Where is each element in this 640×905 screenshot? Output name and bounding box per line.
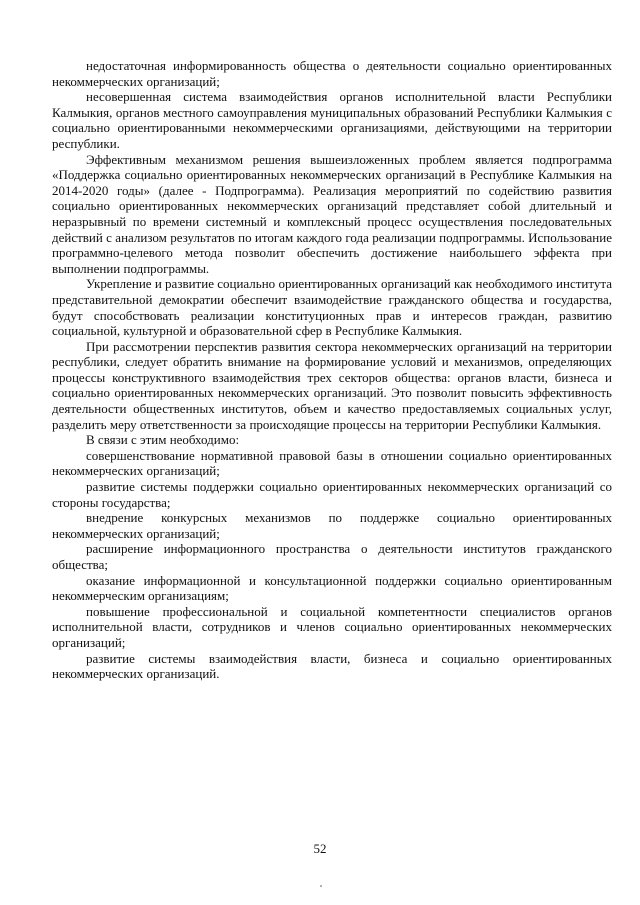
- list-item-7: развитие системы взаимодействия власти, бизнеса и социально ориентированных некоммерческих организаций.: [52, 650, 612, 682]
- list-item-4: расширение информационного пространства о деятельности институтов гражданского общества;: [52, 541, 612, 572]
- list-item-1: совершенствование нормативной правовой базы в отношении социально ориентированных некоммерческих организаций;: [52, 447, 612, 479]
- paragraph-3: Эффективным механизмом решения вышеизложенных проблем является подпрограмма «Поддержка социально ориентированных некоммерческих организаций в Республике Калмыкия на 2014-2020 годы» (далее - Подпрограмма). Реализация мероприятий по содействию развития социально ориентированных некоммерческих организаций представляет собой длительный и неразрывный по времени системный и комплексный процесс осуществления последовательных действий с анализом результатов по итогам каждого года реализации подпрограммы. Использование программно-целевого метода позволит обеспечить достижение наибольшего эффекта при выполнении подпрограммы.: [52, 151, 612, 276]
- scan-speck: [320, 885, 322, 887]
- list-item-3: внедрение конкурсных механизмов по поддержке социально ориентированных некоммерческих организаций;: [52, 510, 612, 541]
- list-item-5: оказание информационной и консультационной поддержки социально ориентированным некоммерческим организациям;: [52, 572, 612, 604]
- paragraph-2: несовершенная система взаимодействия органов исполнительной власти Республики Калмыкия, органов местного самоуправления муниципальных образований Республики Калмыкия с социально ориентированными некоммерческими организациями, действующими на территории республики.: [52, 89, 612, 151]
- paragraph-6: В связи с этим необходимо:: [86, 432, 240, 448]
- paragraph-5: При рассмотрении перспектив развития сектора некоммерческих организаций на территории республики, следует обратить внимание на формирование условий и механизмов, определяющих процессы конструктивного взаимодействия трех секторов общества: органов власти, бизнеса и социально ориентированных некоммерческих организаций. Это позволит повысить эффективность деятельности общественных институтов, объем и качество предоставляемых социальных услуг, разделить меру ответственности за происходящие процессы на территории Республики Калмыкия.: [52, 338, 612, 432]
- paragraph-1: недостаточная информированность общества о деятельности социально ориентированных некоммерческих организаций;: [52, 58, 612, 89]
- list-item-6: повышение профессиональной и социальной компетентности специалистов органов исполнительной власти, сотрудников и членов социально ориентированных некоммерческих организаций;: [52, 603, 612, 650]
- page-number: 52: [313, 841, 327, 856]
- paragraph-4: Укрепление и развитие социально ориентированных организаций как необходимого института представительной демократии обеспечит взаимодействие гражданского общества и государства, будут способствовать реализации конституционных прав и интересов граждан, развитию социальной, культурной и образовательной сфер в Республике Калмыкия.: [52, 276, 612, 339]
- list-item-2: развитие системы поддержки социально ориентированных некоммерческих организаций со стороны государства;: [52, 479, 612, 510]
- document-body: [52, 58, 612, 682]
